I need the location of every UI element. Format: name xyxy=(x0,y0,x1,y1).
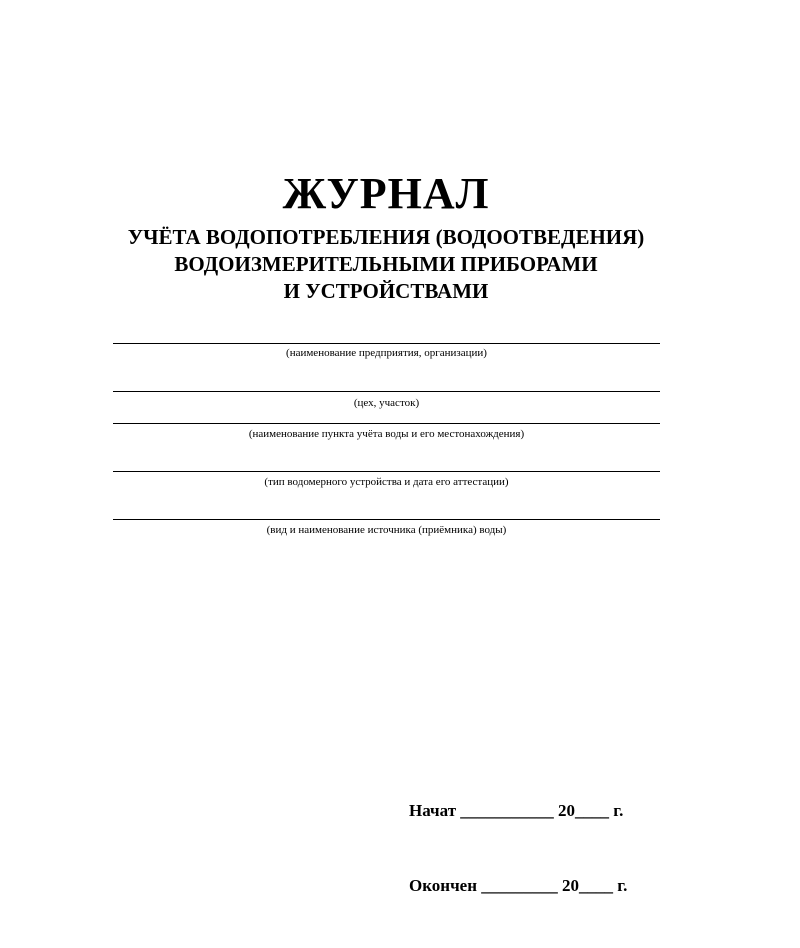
water-source-caption: (вид и наименование источника (приёмника) воды) xyxy=(266,524,507,536)
document-subtitle xyxy=(0,224,772,305)
journal-dates xyxy=(409,748,627,948)
enterprise-name-caption: (наименование предприятия, организации) xyxy=(286,347,487,359)
finished-date-line: Окончен _________ 20____ г. xyxy=(409,876,628,895)
enterprise-name-line xyxy=(113,343,660,344)
workshop-caption: (цех, участок) xyxy=(353,397,420,409)
metering-point-caption: (наименование пункта учёта воды и его местонахождения) xyxy=(248,428,525,440)
workshop-line xyxy=(113,391,660,392)
subtitle-line-2: ВОДОИЗМЕРИТЕЛЬНЫМИ ПРИБОРАМИ xyxy=(174,252,598,276)
meter-type-line xyxy=(113,471,660,472)
subtitle-line-3: И УСТРОЙСТВАМИ xyxy=(283,279,489,303)
water-source-line xyxy=(113,519,660,520)
document-title: ЖУРНАЛ xyxy=(282,169,490,218)
started-date-line: Начат ___________ 20____ г. xyxy=(409,801,624,820)
metering-point-line xyxy=(113,423,660,424)
meter-type-caption: (тип водомерного устройства и дата его аттестации) xyxy=(264,476,509,488)
subtitle-line-1: УЧЁТА ВОДОПОТРЕБЛЕНИЯ (ВОДООТВЕДЕНИЯ) xyxy=(127,225,645,249)
